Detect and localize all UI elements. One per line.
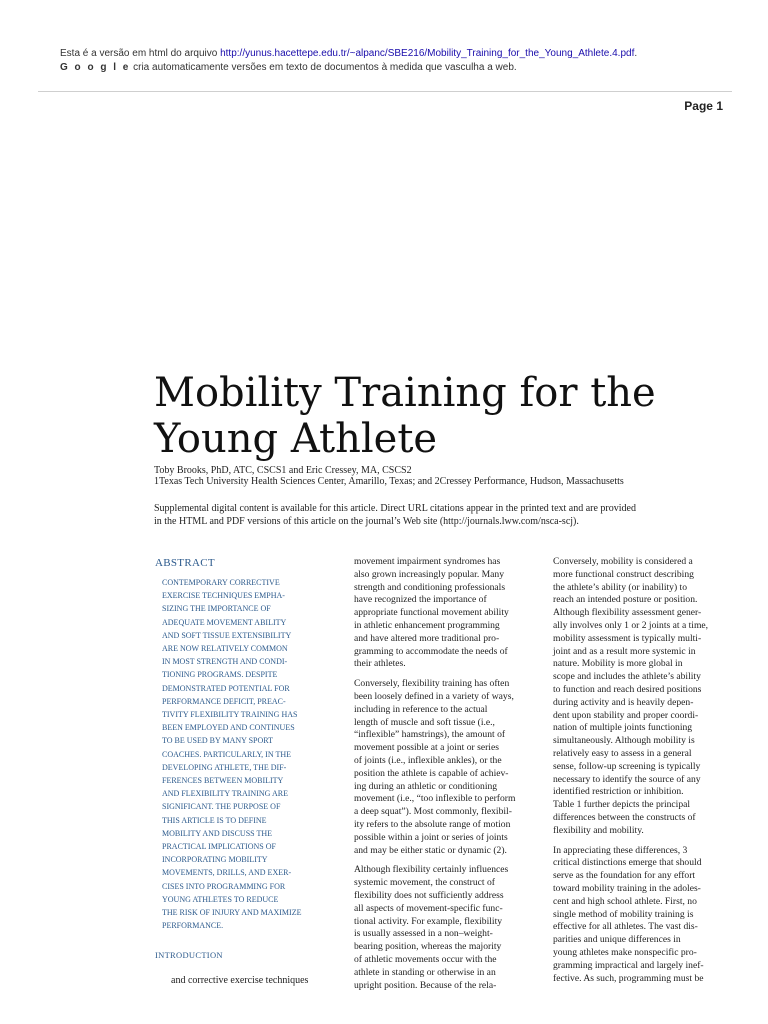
text-line: is usually assessed in a non–weight-	[354, 928, 493, 940]
text-line: all aspects of movement-specific func-	[354, 902, 503, 914]
text-line: nature. Mobility is more global in	[553, 658, 683, 670]
abstract-heading: ABSTRACT	[155, 557, 215, 569]
abstract-line: TO BE USED BY MANY SPORT	[162, 736, 274, 746]
text-line: including in reference to the actual	[354, 703, 488, 715]
paragraph	[553, 556, 733, 838]
text-line: to function and reach desired positions	[553, 683, 702, 695]
text-line: toward mobility training in the adoles-	[553, 882, 701, 894]
abstract-line: AND SOFT TISSUE EXTENSIBILITY	[162, 630, 292, 640]
text-line: possible within a joint or series of joints	[354, 831, 508, 843]
text-line: appropriate functional movement ability	[354, 607, 509, 619]
paragraph	[354, 556, 534, 671]
body-column-3	[553, 556, 733, 992]
text-line: strength and conditioning professionals	[354, 581, 506, 593]
text-line: been loosely defined in a variety of ways,	[354, 690, 514, 702]
header-divider	[38, 91, 732, 92]
text-line: identified restriction or inhibition.	[553, 786, 684, 798]
abstract-line: AND FLEXIBILITY TRAINING ARE	[162, 789, 288, 799]
text-line: critical distinctions emerge that should	[553, 857, 702, 869]
text-line: their athletes.	[354, 658, 406, 670]
text-line: In appreciating these differences, 3	[553, 844, 688, 856]
text-line: nation of multiple joints functioning	[553, 722, 693, 734]
abstract-line: TIVITY FLEXIBILITY TRAINING HAS	[162, 710, 298, 720]
text-line: of joints (i.e., inflexible ankles), or the	[354, 754, 502, 766]
abstract-line: PRACTICAL IMPLICATIONS OF	[162, 842, 276, 852]
text-line: flexibility and mobility.	[553, 824, 644, 836]
text-line: single method of mobility training is	[553, 908, 694, 920]
text-line: Conversely, flexibility training has often	[354, 678, 510, 690]
text-line: simultaneously. Although mobility is	[553, 735, 695, 747]
abstract-line: EXERCISE TECHNIQUES EMPHA-	[162, 591, 285, 601]
text-line: relatively easy to assess in a general	[553, 747, 692, 759]
body-column-2	[354, 556, 534, 999]
supplemental-line-2: in the HTML and PDF versions of this article on the journal’s Web site (http://journals.lww.com/nsca-scj).	[154, 516, 579, 527]
abstract-line: PERFORMANCE DEFICIT, PREAC-	[162, 696, 286, 706]
text-line: systemic movement, the construct of	[354, 877, 495, 889]
abstract-line: MOVEMENTS, DRILLS, AND EXER-	[162, 868, 292, 878]
text-line: the athlete’s ability (or inability) to	[553, 581, 688, 593]
text-line: Conversely, mobility is considered a	[553, 556, 693, 567]
text-line: movement impairment syndromes has	[354, 556, 501, 567]
text-line: parities and unique differences in	[553, 934, 681, 946]
text-line: more functional construct describing	[553, 568, 694, 580]
cache-notice	[60, 47, 740, 75]
supplemental-line-1: Supplemental digital content is available for this article. Direct URL citations appear in the printed text and are provided	[154, 503, 636, 514]
text-line: serve as the foundation for any effort	[553, 870, 696, 882]
abstract-line: IN MOST STRENGTH AND CONDI-	[162, 657, 288, 667]
text-line: “inflexible” hamstrings), the amount of	[354, 729, 506, 741]
text-line: ity refers to the absolute range of motion	[354, 818, 511, 830]
abstract-line: DEMONSTRATED POTENTIAL FOR	[162, 683, 290, 693]
text-line: dent upon stability and proper coordi-	[553, 709, 699, 721]
text-line: gramming impractical and largely inef-	[553, 959, 704, 971]
text-line: ing during an athletic or conditioning	[354, 780, 498, 792]
text-line: position the athlete is capable of achiev-	[354, 767, 509, 779]
cache-notice-line1	[60, 47, 740, 61]
text-line: differences between the constructs of	[553, 811, 696, 823]
title-line-1: Mobility Training for the	[154, 370, 656, 416]
text-line: flexibility does not sufficiently address	[354, 889, 504, 901]
text-line: Although flexibility certainly influences	[354, 864, 509, 876]
abstract-line: SIZING THE IMPORTANCE OF	[162, 604, 271, 614]
abstract-line: COACHES. PARTICULARLY, IN THE	[162, 749, 292, 759]
text-line: fective. As such, programming must be	[553, 972, 704, 984]
text-line: reach an intended posture or position.	[553, 594, 698, 606]
text-line: scope and includes the athlete’s ability	[553, 671, 701, 683]
paragraph	[553, 845, 733, 986]
abstract-line: PERFORMANCE.	[162, 921, 224, 931]
text-line: Table 1 further depicts the principal	[553, 799, 691, 811]
google-wordmark: G o o g l e	[60, 62, 131, 73]
text-line: sense, follow-up screening is typically	[553, 760, 701, 772]
abstract-line: MOBILITY AND DISCUSS THE	[162, 828, 273, 838]
text-line: and may be either static or dynamic (2).	[354, 844, 507, 856]
title-line-2: Young Athlete	[154, 416, 438, 462]
abstract-body	[162, 576, 327, 932]
cache-notice-text: cria automaticamente versões em texto de documentos à medida que vasculha a web.	[130, 62, 517, 73]
text-line: movement (i.e., “too inflexible to perform	[354, 793, 516, 805]
source-pdf-link[interactable]: http://yunus.hacettepe.edu.tr/~alpanc/SBE216/Mobility_Training_for_the_Young_Athlete.4.pdf	[220, 48, 635, 59]
abstract-line: INCORPORATING MOBILITY	[162, 855, 268, 865]
abstract-line: ADEQUATE MOVEMENT ABILITY	[162, 617, 287, 627]
text-line: Although flexibility assessment gener-	[553, 607, 702, 619]
text-line: length of muscle and soft tissue (i.e.,	[354, 716, 495, 728]
text-line: and have altered more traditional pro-	[354, 632, 500, 644]
abstract-line: BEEN EMPLOYED AND CONTINUES	[162, 723, 295, 733]
abstract-line: ARE NOW RELATIVELY COMMON	[162, 644, 288, 654]
abstract-line: YOUNG ATHLETES TO REDUCE	[162, 894, 279, 904]
text-line: tional activity. For example, flexibility	[354, 915, 503, 927]
article-title	[154, 370, 754, 462]
page-number: Page 1	[684, 99, 723, 113]
text-line: upright position. Because of the rela-	[354, 979, 497, 991]
cache-notice-suffix: .	[634, 48, 638, 59]
text-line: in athletic enhancement programming	[354, 619, 500, 631]
text-line: during activity and is heavily depen-	[553, 696, 694, 708]
supplemental-note	[154, 502, 714, 528]
abstract-line: FERENCES BETWEEN MOBILITY	[162, 776, 284, 786]
cache-notice-line2	[60, 61, 740, 75]
text-line: athlete in standing or otherwise in an	[354, 966, 496, 978]
abstract-line: TIONING PROGRAMS. DESPITE	[162, 670, 278, 680]
paragraph	[354, 678, 534, 857]
text-line: movement possible at a joint or series	[354, 742, 499, 754]
text-line: a deep squat”). Most commonly, flexibil-	[354, 806, 512, 818]
introduction-text: and corrective exercise techniques	[171, 975, 309, 986]
cache-notice-prefix: Esta é a versão em html do arquivo	[60, 48, 221, 59]
text-line: effective for all athletes. The vast dis-	[553, 921, 698, 933]
text-line: gramming to accommodate the needs of	[354, 645, 508, 657]
text-line: necessary to identify the source of any	[553, 773, 701, 785]
text-line: also grown increasingly popular. Many	[354, 568, 505, 580]
abstract-line: CONTEMPORARY CORRECTIVE	[162, 578, 280, 587]
author-line: Toby Brooks, PhD, ATC, CSCS1 and Eric Cressey, MA, CSCS2	[154, 465, 412, 476]
abstract-line: CISES INTO PROGRAMMING FOR	[162, 881, 286, 891]
abstract-line: SIGNIFICANT. THE PURPOSE OF	[162, 802, 281, 812]
abstract-line: THIS ARTICLE IS TO DEFINE	[162, 815, 267, 825]
text-line: ally involves only 1 or 2 joints at a time,	[553, 619, 709, 631]
text-line: young athletes make nonspecific pro-	[553, 946, 697, 958]
abstract-line: DEVELOPING ATHLETE, THE DIF-	[162, 762, 287, 772]
text-line: of athletic movements occur with the	[354, 953, 497, 965]
affiliation-line: 1Texas Tech University Health Sciences Center, Amarillo, Texas; and 2Cressey Performance, Hudson, Massachusetts	[154, 476, 624, 487]
abstract-line: THE RISK OF INJURY AND MAXIMIZE	[162, 908, 302, 918]
text-line: mobility assessment is typically multi-	[553, 632, 702, 644]
text-line: joint and as a result more systemic in	[553, 645, 696, 657]
introduction-heading: INTRODUCTION	[155, 950, 223, 960]
paragraph	[354, 864, 534, 992]
text-line: bearing position, whereas the majority	[354, 941, 502, 953]
text-line: cent and high school athlete. First, no	[553, 895, 697, 907]
text-line: have recognized the importance of	[354, 594, 487, 606]
